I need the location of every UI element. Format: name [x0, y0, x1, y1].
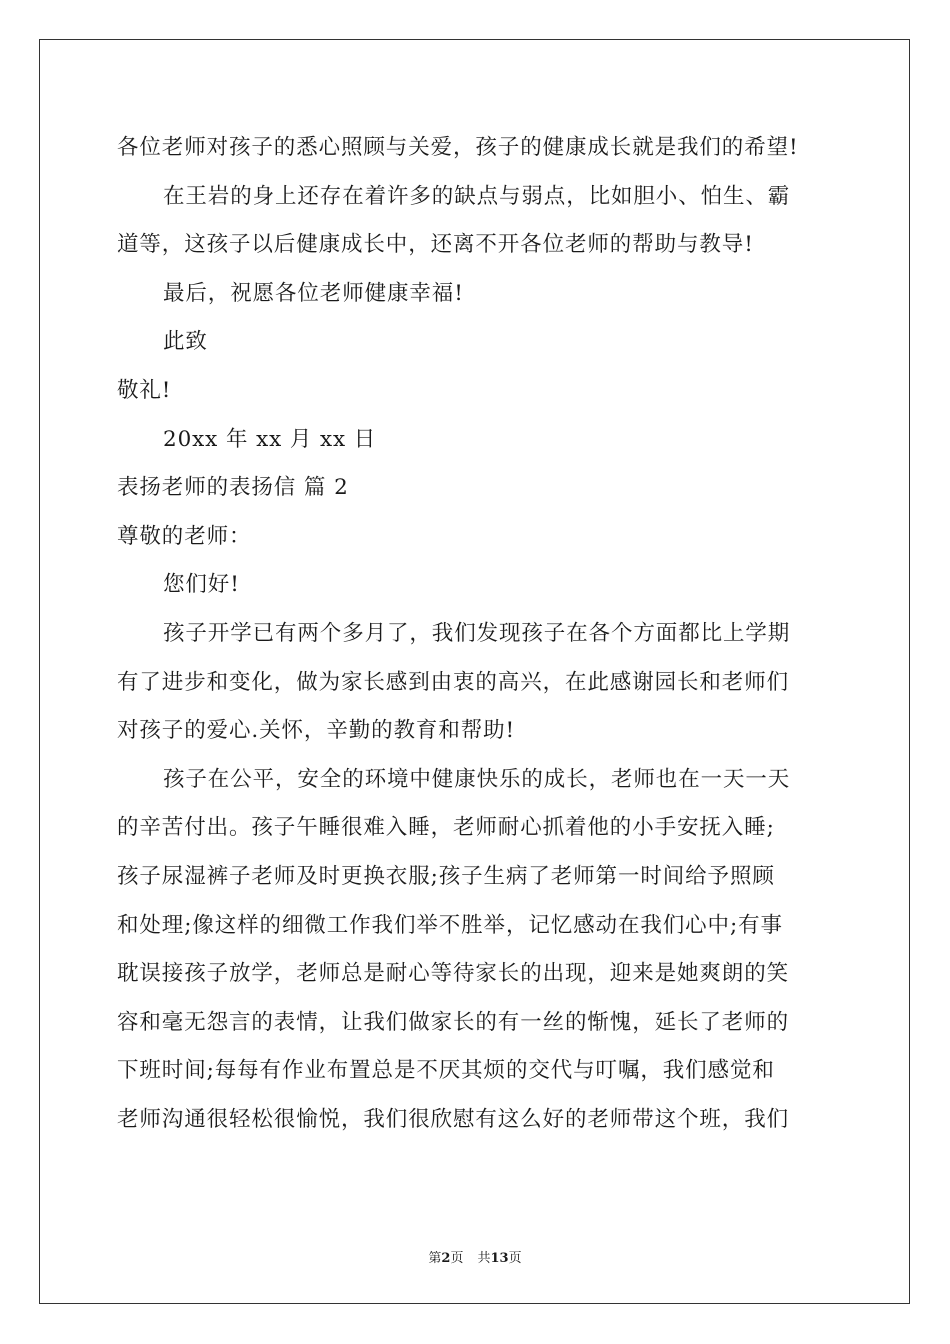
text-line: 的辛苦付出。孩子午睡很难入睡，老师耐心抓着他的小手安抚入睡; — [117, 815, 775, 841]
text-line: 此致 — [163, 329, 208, 355]
text-line: 有了进步和变化，做为家长感到由衷的高兴，在此感谢园长和老师们 — [117, 669, 790, 695]
text-line: 孩子开学已有两个多月了，我们发现孩子在各个方面都比上学期 — [163, 620, 791, 646]
text-line: 在王岩的身上还存在着许多的缺点与弱点，比如胆小、怕生、霸 — [163, 183, 791, 209]
text-line: 孩子尿湿裤子老师及时更换衣服;孩子生病了老师第一时间给予照顾 — [117, 863, 775, 889]
text-line: 敬礼! — [117, 377, 172, 403]
footer-page-suffix: 页 — [450, 1251, 464, 1266]
text-line: 尊敬的老师： — [117, 523, 252, 549]
footer-page-number: 2 — [441, 1251, 451, 1266]
text-line: 和处理;像这样的细微工作我们举不胜举，记忆感动在我们心中;有事 — [117, 912, 783, 938]
text-line: 各位老师对孩子的悉心照顾与关爱，孩子的健康成长就是我们的希望! — [117, 135, 799, 160]
text-line: 耽误接孩子放学，老师总是耐心等待家长的出现，迎来是她爽朗的笑 — [117, 961, 790, 987]
text-line: 最后，祝愿各位老师健康幸福! — [163, 280, 464, 306]
page-footer — [0, 1247, 950, 1266]
text-line: 20xx 年 xx 月 xx 日 — [163, 426, 377, 452]
footer-page-prefix: 第 — [428, 1251, 442, 1266]
footer-total-suffix: 页 — [508, 1251, 522, 1266]
text-line: 孩子在公平，安全的环境中健康快乐的成长，老师也在一天一天 — [163, 766, 791, 792]
letter-body — [117, 124, 833, 1144]
footer-total-number: 13 — [490, 1251, 509, 1266]
text-line: 您们好! — [163, 572, 240, 598]
text-line: 道等，这孩子以后健康成长中，还离不开各位老师的帮助与教导! — [117, 232, 754, 258]
text-line: 对孩子的爱心.关怀，辛勤的教育和帮助! — [117, 718, 516, 744]
text-line: 表扬老师的表扬信 篇 2 — [117, 475, 349, 501]
text-line: 容和毫无怨言的表情，让我们做家长的有一丝的惭愧，延长了老师的 — [117, 1009, 790, 1035]
text-line: 老师沟通很轻松很愉悦，我们很欣慰有这么好的老师带这个班，我们 — [117, 1106, 790, 1132]
footer-total-prefix: 共 — [477, 1251, 491, 1266]
text-line: 下班时间;每每有作业布置总是不厌其烦的交代与叮嘱，我们感觉和 — [117, 1058, 775, 1084]
